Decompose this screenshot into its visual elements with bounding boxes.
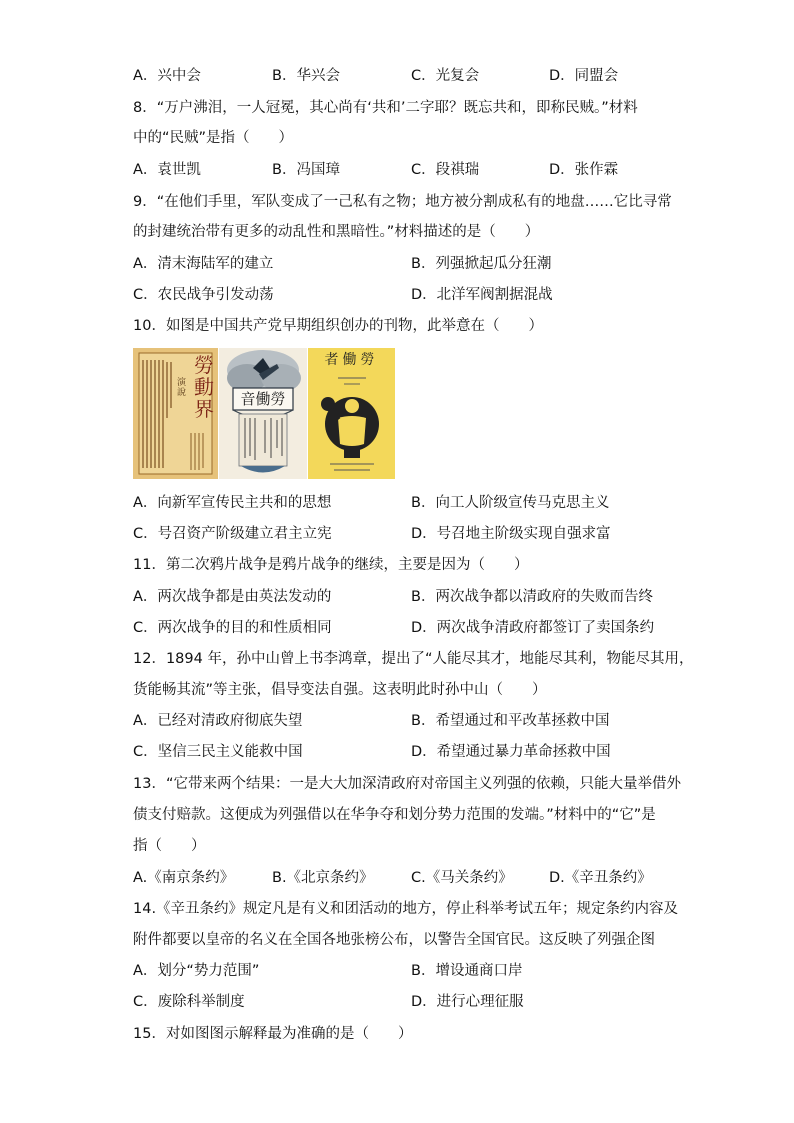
q10-option-b: B．向工人阶级宣传马克思主义 (411, 495, 610, 511)
laodongjie-title: 勞動界 (194, 353, 214, 421)
q12-stem-line-2: 货能畅其流”等主张，倡导变法自强。这表明此时孙中山（ ） (133, 682, 547, 698)
q12-stem-line-1: 12．1894 年，孙中山曾上书李鸿章，提出了“人能尽其才，地能尽其利，物能尽其用， (133, 651, 694, 667)
laodongyin-cover-art (219, 348, 307, 479)
figure-laodongzhe (308, 348, 395, 479)
q14-option-a: A．划分“势力范围” (133, 963, 260, 979)
q10-option-a: A．向新军宣传民主共和的思想 (133, 495, 332, 511)
laodongyin-title: 勞働音 (240, 390, 286, 408)
q14-stem-line-2: 附件都要以皇帝的名义在全国各地张榜公布，以警告全国官民。这反映了列强企图 (133, 932, 655, 948)
q12-option-b: B．希望通过和平改革拯救中国 (411, 713, 610, 729)
q10-stem: 10．如图是中国共产党早期组织创办的刊物，此举意在（ ） (133, 318, 543, 334)
q7-option-d: D．同盟会 (549, 68, 619, 84)
q8-option-a: A．袁世凯 (133, 162, 201, 178)
q13-option-b: B.《北京条约》 (272, 870, 374, 886)
q9-option-c: C．农民战争引发动荡 (133, 287, 274, 303)
q8-stem-line-2: 中的“民贼”是指（ ） (133, 130, 294, 146)
q10-option-d: D．号召地主阶级实现自强求富 (411, 526, 611, 542)
q9-stem-line-2: 的封建统治带有更多的动乱性和黑暗性。”材料描述的是（ ） (133, 224, 540, 240)
q9-option-d: D．北洋军阀割据混战 (411, 287, 553, 303)
q12-option-c: C．坚信三民主义能救中国 (133, 744, 303, 760)
q14-option-c: C．废除科举制度 (133, 994, 245, 1010)
q13-stem-line-2: 债支付赔款。这便成为列强借以在华争夺和划分势力范围的发端。”材料中的“它”是 (133, 807, 656, 823)
laodongzhe-title: 勞働者 (324, 352, 379, 368)
figure-laodongyin (219, 348, 307, 479)
q8-option-b: B．冯国璋 (272, 162, 340, 178)
q11-option-c: C．两次战争的目的和性质相同 (133, 620, 332, 636)
q14-option-d: D．进行心理征服 (411, 994, 524, 1010)
q8-option-c: C．段祺瑞 (411, 162, 480, 178)
q11-option-b: B．两次战争都以清政府的失败而告终 (411, 589, 653, 605)
q7-option-a: A．兴中会 (133, 68, 201, 84)
q13-stem-line-1: 13．“它带来两个结果：一是大大加深清政府对帝国主义列强的依赖，只能大量举借外 (133, 776, 681, 792)
q11-option-a: A．两次战争都是由英法发动的 (133, 589, 332, 605)
q10-option-c: C．号召资产阶级建立君主立宪 (133, 526, 332, 542)
q10-figure-group (133, 348, 395, 479)
q11-option-d: D．两次战争清政府都签订了卖国条约 (411, 620, 655, 636)
figure-laodongjie (133, 348, 218, 479)
q8-stem-line-1: 8．“万户沸泪，一人冠冕，其心尚有‘共和’二字耶？既忘共和，即称民贼。”材料 (133, 100, 638, 116)
q7-option-b: B．华兴会 (272, 68, 340, 84)
q9-stem-line-1: 9．“在他们手里，军队变成了一己私有之物；地方被分割成私有的地盘……它比寻常 (133, 194, 672, 210)
q14-option-b: B．增设通商口岸 (411, 963, 523, 979)
q13-option-c: C.《马关条约》 (411, 870, 513, 886)
q9-option-a: A．清末海陆军的建立 (133, 256, 274, 272)
q12-option-d: D．希望通过暴力革命拯救中国 (411, 744, 611, 760)
q9-option-b: B．列强掀起瓜分狂潮 (411, 256, 552, 272)
q7-option-c: C．光复会 (411, 68, 480, 84)
q12-option-a: A．已经对清政府彻底失望 (133, 713, 303, 729)
q13-option-d: D.《辛丑条约》 (549, 870, 652, 886)
q13-stem-line-3: 指（ ） (133, 838, 206, 854)
q11-stem: 11．第二次鸦片战争是鸦片战争的继续，主要是因为（ ） (133, 557, 529, 573)
q8-option-d: D．张作霖 (549, 162, 619, 178)
q13-option-a: A.《南京条约》 (133, 870, 235, 886)
q15-stem: 15．对如图图示解释最为准确的是（ ） (133, 1026, 413, 1042)
laodongjie-subtitle: 演說 (177, 378, 187, 398)
q14-stem-line-1: 14.《辛丑条约》规定凡是有义和团活动的地方，停止科举考试五年；规定条约内容及 (133, 901, 679, 917)
